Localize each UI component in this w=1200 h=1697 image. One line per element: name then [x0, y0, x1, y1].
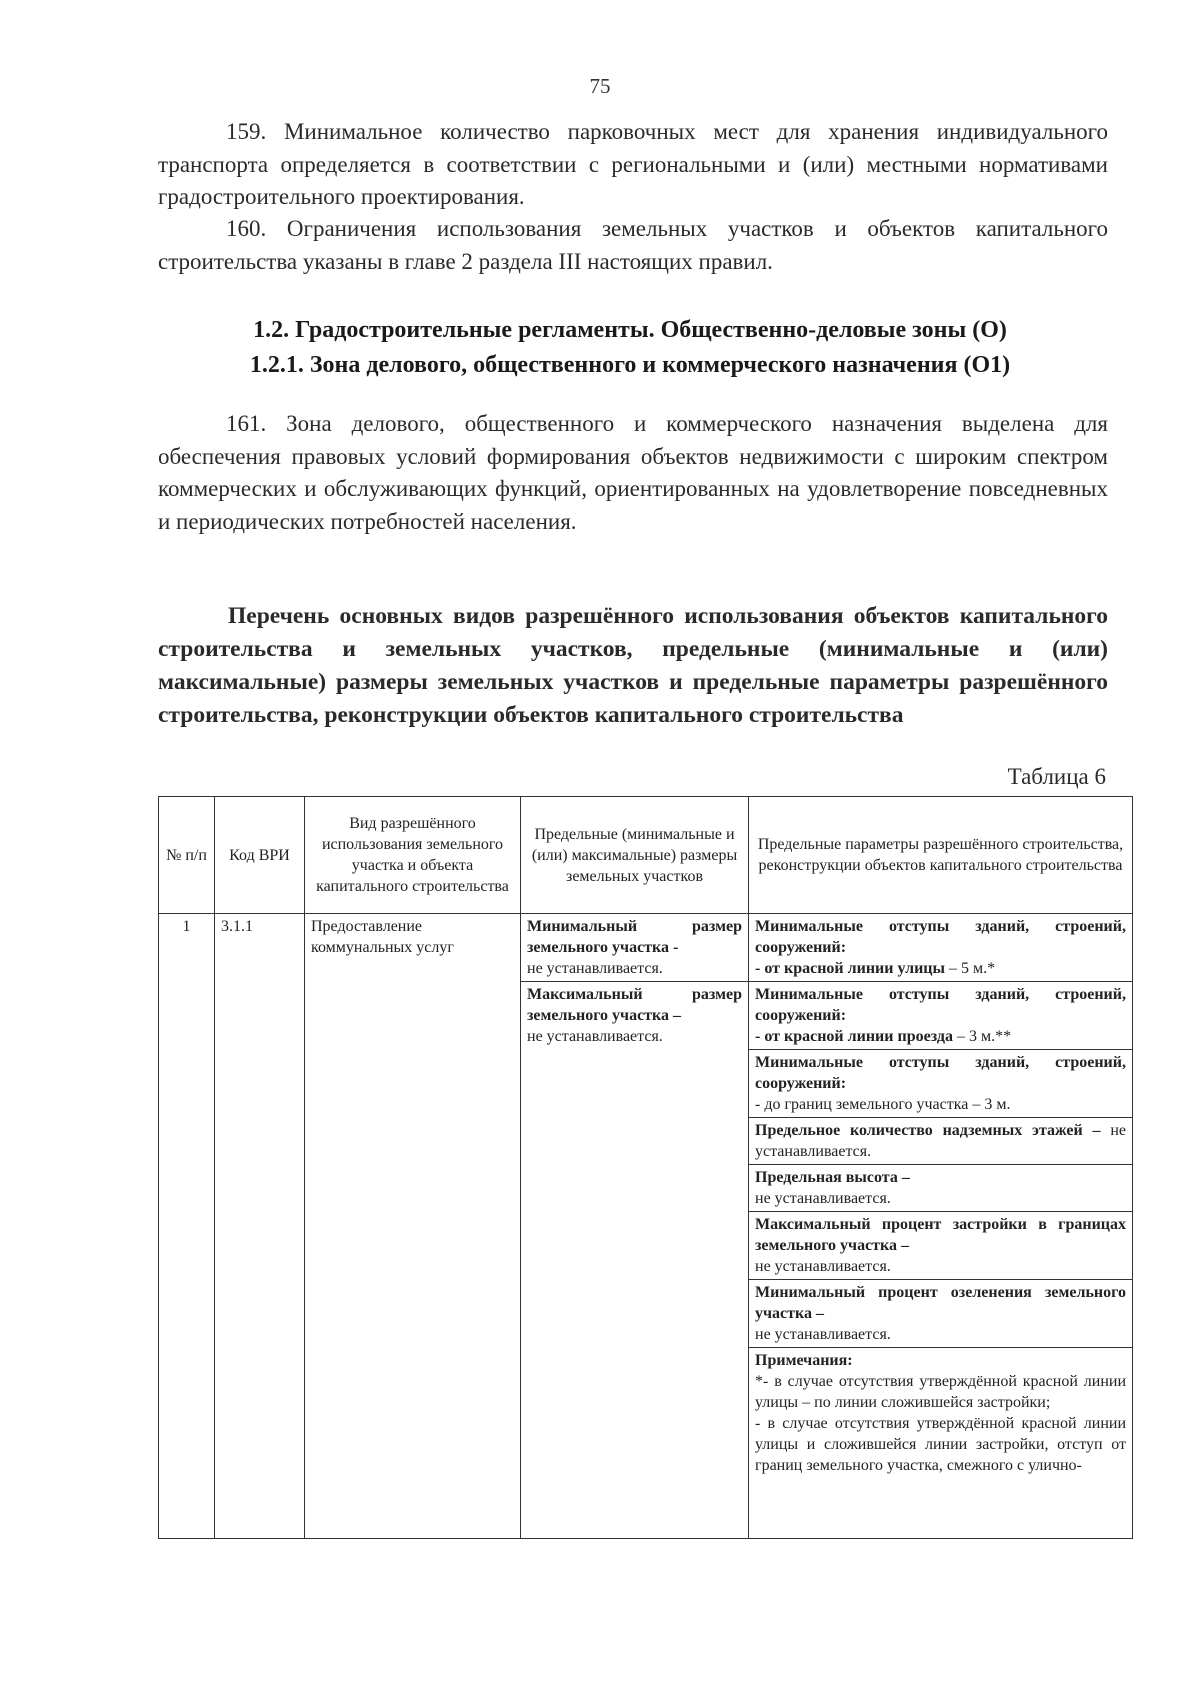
section-heading: 1.2. Градостроительные регламенты. Общественно-деловые зоны (О) — [253, 317, 1007, 343]
page-number: 75 — [589, 74, 611, 98]
cell-param-greenery-percent: Минимальный процент озеленения земельного участка – не устанавливается. — [749, 1280, 1133, 1348]
cell-min-size: Минимальный размер земельного участка - не устанавливается. — [521, 914, 749, 982]
subsection-heading: 1.2.1. Зона делового, общественного и коммерческого назначения (О1) — [249, 352, 1011, 378]
header-sizes: Предельные (минимальные и (или) максимальные) размеры земельных участков — [521, 797, 749, 914]
header-num: № п/п — [159, 797, 215, 914]
cell-param-floors: Предельное количество надземных этажей – не устанавливается. — [749, 1118, 1133, 1165]
paragraph-161: 161. Зона делового, общественного и коммерческого назначения выделена для обеспечения правовых условий формирования объектов недвижимости с широким спектром коммерческих и обслуживающих функций, ориентированных на удовлетворение повседневных и периодических потребностей населения. — [158, 411, 1108, 534]
list-title: Перечень основных видов разрешённого использования объектов капитального строительства и земельных участков, предельные (минимальные и (или) максимальные) размеры земельных участков и предельные параметры разрешённого строительства, реконструкции объектов капитального строительства — [158, 603, 1108, 728]
paragraph-159: 159. Минимальное количество парковочных мест для хранения индивидуального транспорта определяется в соответствии с региональными и (или) местными нормативами градостроительного проектирования. — [158, 119, 1108, 209]
cell-param-offset-border: Минимальные отступы зданий, строений, сооружений: - до границ земельного участка – 3 м. — [749, 1050, 1133, 1118]
cell-type: Предоставление коммунальных услуг — [305, 914, 521, 1539]
cell-max-size: Максимальный размер земельного участка – не устанавливается. — [521, 982, 749, 1539]
paragraph-160: 160. Ограничения использования земельных участков и объектов капитального строительства указаны в главе 2 раздела III настоящих правил. — [158, 216, 1108, 274]
header-code: Код ВРИ — [215, 797, 305, 914]
cell-num: 1 — [159, 914, 215, 1539]
cell-param-offset-passage: Минимальные отступы зданий, строений, сооружений: - от красной линии проезда – 3 м.** — [749, 982, 1133, 1050]
cell-notes: Примечания: *- в случае отсутствия утверждённой красной линии улицы – по линии сложившейся застройки; - в случае отсутствия утверждённой красной линии улицы и сложившейся линии застройки, отступ от границ земельного участка, смежного с улично- — [749, 1348, 1133, 1539]
header-type: Вид разрешённого использования земельного участка и объекта капитального строительства — [305, 797, 521, 914]
regulations-table — [158, 796, 1133, 1539]
cell-code: 3.1.1 — [215, 914, 305, 1539]
table-header-row — [159, 797, 1133, 914]
table-row — [159, 914, 1133, 982]
cell-param-offset-street: Минимальные отступы зданий, строений, сооружений: - от красной линии улицы – 5 м.* — [749, 914, 1133, 982]
table-caption: Таблица 6 — [1007, 764, 1106, 789]
cell-param-building-percent: Максимальный процент застройки в границах земельного участка – не устанавливается. — [749, 1212, 1133, 1280]
cell-param-height: Предельная высота – не устанавливается. — [749, 1165, 1133, 1212]
header-params: Предельные параметры разрешённого строительства, реконструкции объектов капитального строительства — [749, 797, 1133, 914]
